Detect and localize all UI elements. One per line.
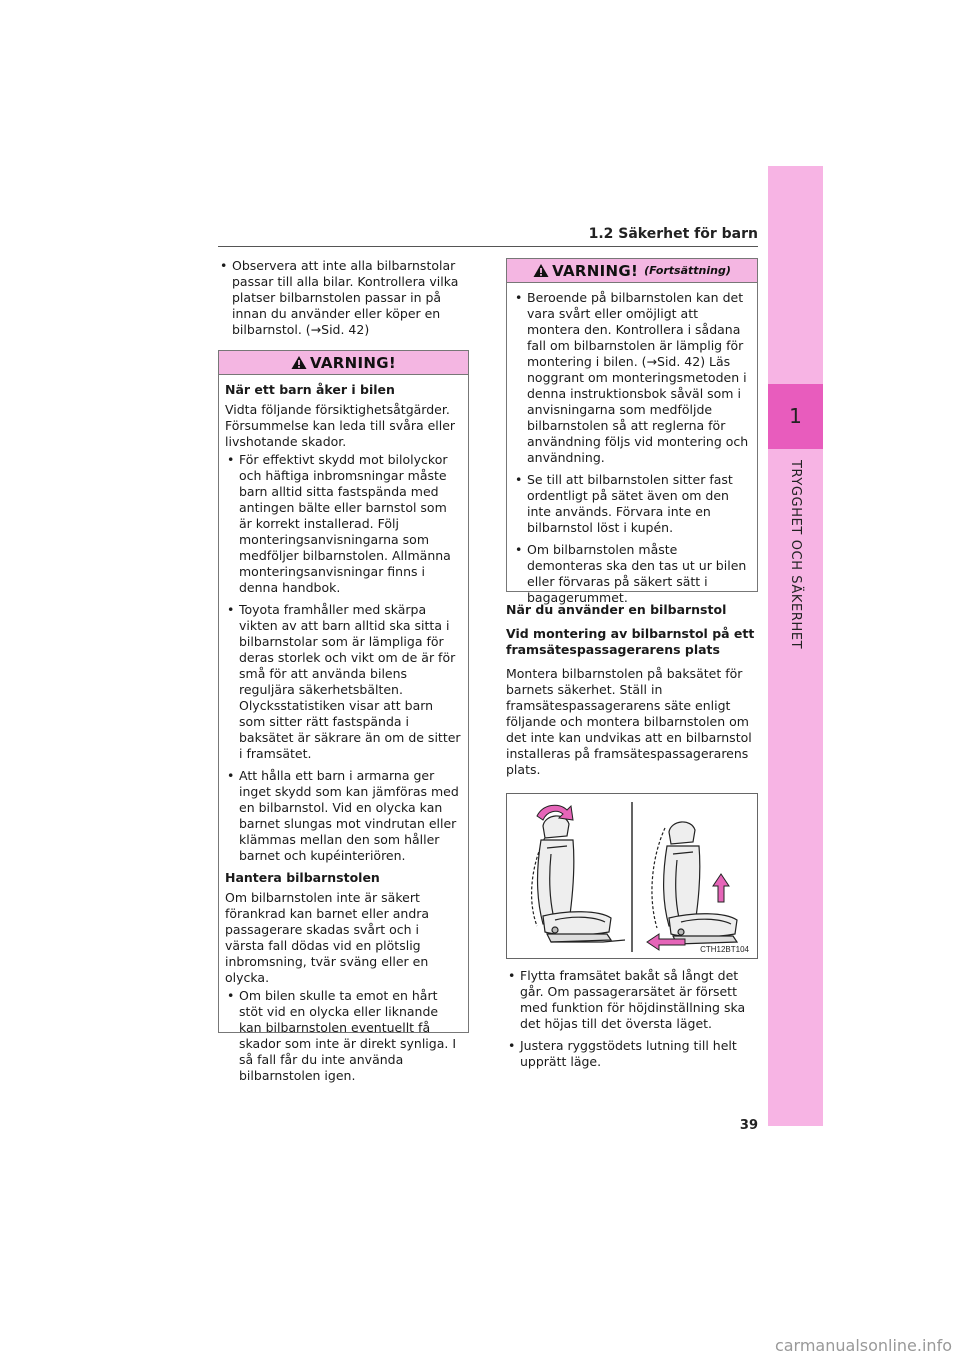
seat-left xyxy=(532,816,625,942)
adjustment-bullet: • Justera ryggstödets lutning till helt upprätt läge. xyxy=(506,1038,756,1070)
warning-title: VARNING! xyxy=(310,353,396,372)
adjustment-bullet: • Flytta framsätet bakåt så långt det går. Om passagerarsätet är försett med funktion för höjdinställning ska det höjas till det översta läget. xyxy=(506,968,756,1032)
warning-subheading: När ett barn åker i bilen xyxy=(225,382,395,397)
warning-body xyxy=(507,283,757,618)
warning-paragraph: Vidta följande försiktighetsåtgärder. Försummelse kan leda till svåra eller livshotande skador. xyxy=(225,402,456,449)
intro-bullet: • Observera att inte alla bilbarnstolar passar till alla bilar. Kontrollera vilka platser bilbarnstolen passar in på innan du använder eller köper en bilbarnstol. (→Sid. 42) xyxy=(218,258,468,338)
header-divider xyxy=(218,246,758,247)
main-section xyxy=(506,602,756,786)
warning-box-right xyxy=(506,258,758,605)
warning-continued: (Fortsättning) xyxy=(644,264,731,277)
section-header: 1.2 Säkerhet för barn xyxy=(588,226,758,242)
seat-adjustment-figure xyxy=(506,793,758,959)
watermark: carmanualsonline.info xyxy=(774,1336,952,1355)
height-up-arrow-icon xyxy=(713,874,729,902)
warning-header xyxy=(219,351,468,375)
warning-triangle-icon xyxy=(291,355,307,370)
seat-illustration xyxy=(507,794,757,958)
chapter-number: 1 xyxy=(789,404,802,428)
warning-bullet: • Om bilbarnstolen måste demonteras ska den tas ut ur bilen eller förvaras på säkert sätt i bagagerummet. xyxy=(513,542,751,606)
warning-bullet: • Toyota framhåller med skärpa vikten av att barn alltid ska sitta i bilbarnstolar som är lämpliga för deras storlek och vikt om de är för små för att använda bilens reguljära säkerhetsbälten. Olycksstatistiken visar att barn som sitter rätt fastspända i baksätet är säkrare än om de sitter i framsätet. xyxy=(225,602,462,762)
warning-title: VARNING! xyxy=(552,261,639,280)
warning-bullet: • För effektivt skydd mot bilolyckor och häftiga inbromsningar måste barn alltid sitta fastspända med antingen bälte eller barnstol som är korrekt installerad. Följ monteringsanvisningarna som medföljer bilbarnstolen. Allmänna monteringsanvisningar finns i denna handbok. xyxy=(225,452,462,596)
page-number: 39 xyxy=(739,1118,758,1133)
warning-bullet: • Beroende på bilbarnstolen kan det vara svårt eller omöjligt att montera den. Kontrollera i sådana fall om bilbarnstolen är lämplig för montering i bilen. (→Sid. 42) Läs noggrant om monteringsmetoden i denna instruktionsbok såväl som i anvisningarna som medföljde bilbarnstolen så att reglerna för användning följs vid montering och användning. xyxy=(513,290,751,466)
warning-triangle-icon xyxy=(533,263,549,278)
intro-section xyxy=(218,258,468,344)
warning-bullet: • Se till att bilbarnstolen sitter fast ordentligt på sätet även om den inte används. Förvara inte en bilbarnstol löst i kupén. xyxy=(513,472,751,536)
warning-box-left xyxy=(218,350,469,1083)
warning-body xyxy=(219,375,468,1096)
section-paragraph: Montera bilbarnstolen på baksätet för barnets säkerhet. Ställ in framsätespassagerarens säte enligt följande och montera bilbarnstolen om det inte kan undvikas att en bilbarnstol installeras på framsätespassagerarens plats. xyxy=(506,666,752,777)
warning-bullet: • Att hålla ett barn i armarna ger inget skydd som kan jämföras med en bilbarnstol. Vid en olycka kan barnet slungas mot vindrutan eller klämmas mellan den som håller barnet och kupéinteriören. xyxy=(225,768,462,864)
warning-bullet: • Om bilen skulle ta emot en hårt stöt vid en olycka eller liknande kan bilbarnstolen eventuellt få skador som inte är direkt synliga. I så fall får du inte använda bilbarnstolen igen. xyxy=(225,988,462,1084)
section-heading: När du använder en bilbarnstol xyxy=(506,602,727,617)
warning-subheading: Hantera bilbarnstolen xyxy=(225,870,380,885)
section-subheading: Vid montering av bilbarnstol på ett framsätespassagerarens plats xyxy=(506,626,755,657)
adjustment-bullets xyxy=(506,968,756,1076)
warning-header xyxy=(507,259,757,283)
warning-paragraph: Om bilbarnstolen inte är säkert förankrad kan barnet eller andra passagerare skadas svårt och i värsta fall dödas vid en plötslig inbromsning, tvär sväng eller en olycka. xyxy=(225,890,430,985)
chapter-title: TRYGGHET OCH SÄKERHET xyxy=(788,460,803,650)
figure-code: CTH12BT104 xyxy=(700,945,749,954)
